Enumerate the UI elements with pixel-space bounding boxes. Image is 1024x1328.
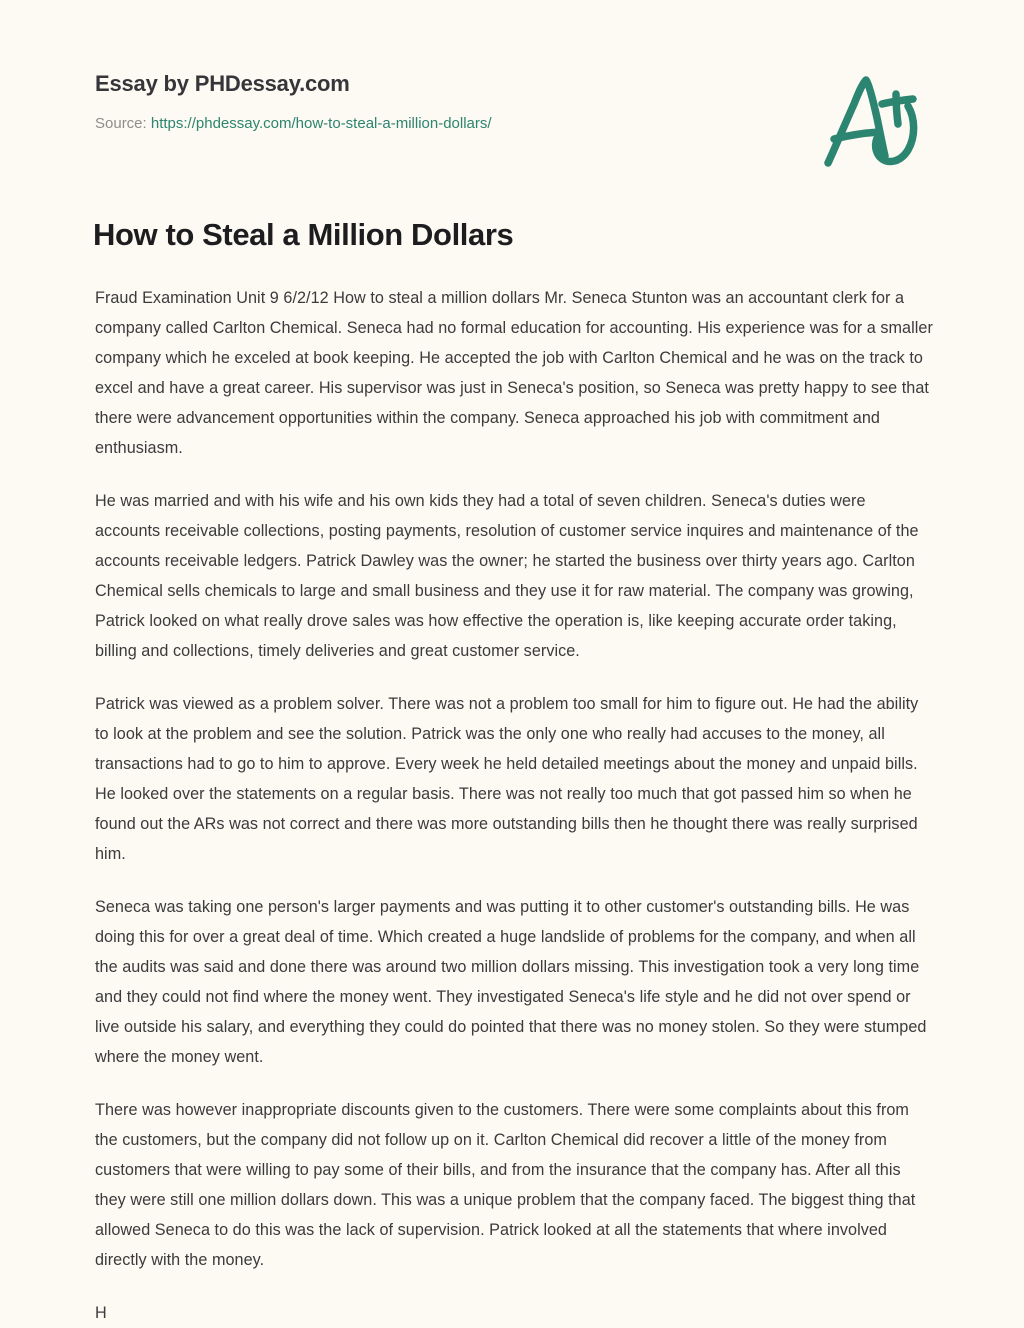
brand-block (95, 70, 695, 134)
page-title: How to Steal a Million Dollars (93, 217, 514, 252)
source-label: Source: (95, 115, 147, 132)
article-body (95, 283, 933, 1328)
paragraph: Patrick was viewed as a problem solver. There was not a problem too small for him to figure out. He had the ability to look at the problem and see the solution. Patrick was the only one who really had accuses to the money, all transactions had to go to him to approve. Every week he held detailed meetings about the money and unpaid bills. He looked over the statements on a regular basis. There was not really too much that got passed him so when he found out the ARs was not correct and there was more outstanding bills then he thought there was really surprised him. (95, 695, 919, 863)
paragraph-truncated: H (95, 1304, 107, 1322)
source-line (95, 114, 695, 134)
paragraph: He was married and with his wife and his own kids they had a total of seven children. Seneca's duties were accounts receivable collections, posting payments, resolution of customer service inquires and maintenance of the accounts receivable ledgers. Patrick Dawley was the owner; he started the business over thirty years ago. Carlton Chemical sells chemicals to large and small business and they use it for raw material. The company was growing, Patrick looked on what really drove sales was how effective the operation is, like keeping accurate order taking, billing and collections, timely deliveries and great customer service. (95, 492, 919, 660)
page-header (0, 0, 1024, 190)
paragraph: There was however inappropriate discounts given to the customers. There were some complaints about this from the customers, but the company did not follow up on it. Carlton Chemical did recover a little of the money from customers that were willing to pay some of their bills, and from the insurance that the company has. After all this they were still one million dollars down. This was a unique problem that the company faced. The biggest thing that allowed Seneca to do this was the lack of supervision. Patrick looked at all the statements that where involved directly with the money. (95, 1101, 916, 1269)
brand-title: Essay by PHDessay.com (95, 71, 350, 96)
paragraph: Fraud Examination Unit 9 6/2/12 How to steal a million dollars Mr. Seneca Stunton was an accountant clerk for a company called Carlton Chemical. Seneca had no formal education for accounting. His experience was for a smaller company which he exceled at book keeping. He accepted the job with Carlton Chemical and he was on the track to excel and have a great career. His supervisor was just in Seneca's position, so Seneca was pretty happy to see that there were advancement opportunities within the company. Seneca approached his job with commitment and enthusiasm. (95, 289, 933, 457)
phdessay-logo-icon (812, 66, 930, 174)
source-url-link[interactable]: https://phdessay.com/how-to-steal-a-million-dollars/ (150, 115, 492, 132)
paragraph: Seneca was taking one person's larger payments and was putting it to other customer's outstanding bills. He was doing this for over a great deal of time. Which created a huge landslide of problems for the company, and when all the audits was said and done there was around two million dollars missing. This investigation took a very long time and they could not find where the money went. They investigated Seneca's life style and he did not over spend or live outside his salary, and everything they could do pointed that there was no money stolen. So they were stumped where the money went. (95, 898, 927, 1066)
